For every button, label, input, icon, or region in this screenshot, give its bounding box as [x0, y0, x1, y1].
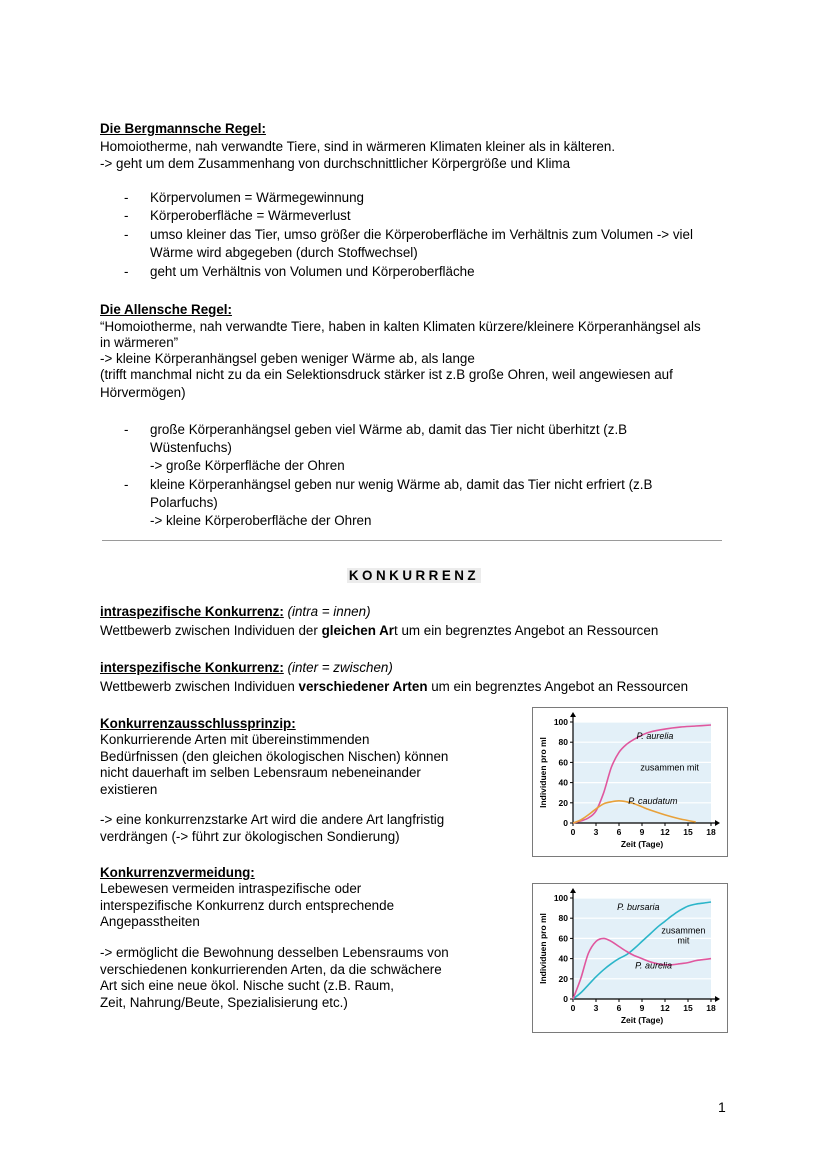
- y-tick-label: 20: [558, 973, 568, 984]
- x-axis-label: Zeit (Tage): [620, 1015, 664, 1025]
- y-tick-label: 100: [553, 717, 568, 727]
- page-number: 1: [718, 1099, 726, 1115]
- bergmann-definition: Homoiotherme, nah verwandte Tiere, sind in wärmeren Klimaten kleiner als in kälteren.: [100, 139, 616, 154]
- allen-line-4: (trifft manchmal nicht zu da ein Selektionsdruck stärker ist z.B große Ohren, weil angewiesen auf: [100, 367, 673, 382]
- bergmann-title: Die Bergmannsche Regel:: [100, 121, 266, 136]
- y-axis-label: Individuen pro ml: [538, 913, 548, 984]
- y-tick-label: 40: [558, 953, 568, 964]
- annotation-label: zusammen: [661, 925, 706, 936]
- x-tick-label: 12: [660, 827, 670, 837]
- intra-heading: intraspezifische Konkurrenz: (intra = innen): [100, 604, 371, 619]
- plot-area: [573, 898, 711, 999]
- bergmann-explanation: -> geht um dem Zusammenhang von durchschnittlicher Körpergröße und Klima: [100, 156, 571, 171]
- y-axis-arrow: [570, 712, 576, 717]
- y-tick-label: 0: [563, 994, 568, 1004]
- y-tick-label: 60: [558, 933, 568, 944]
- y-axis-label: Individuen pro ml: [538, 737, 548, 808]
- x-tick-label: 9: [639, 1003, 645, 1013]
- x-axis-arrow: [715, 820, 720, 826]
- kv-consequence: -> ermöglicht die Bewohnung desselben Lebensraums von verschiedenen konkurrierenden Arten, da die schwächere Art sich eine neue ökol. Nische sucht (z.B. Raum, Zeit, Nahrung/Beute, Spezialisierung etc.): [100, 945, 449, 1010]
- allen-line-5: Hörvermögen): [100, 385, 186, 400]
- x-tick-label: 6: [616, 1003, 622, 1013]
- allen-quote-1: “Homoiotherme, nah verwandte Tiere, haben in kalten Klimaten kürzere/kleinere Körperanhängsel als: [100, 319, 701, 334]
- x-tick-label: 9: [639, 827, 645, 837]
- kap-consequence: -> eine konkurrenzstarke Art wird die andere Art langfristig verdrängen (-> führt zur ökologischen Sondierung): [100, 812, 445, 844]
- y-tick-label: 60: [558, 757, 568, 768]
- chart-svg: [533, 884, 727, 1032]
- x-tick-label: 15: [683, 1003, 693, 1013]
- series-label: P. caudatum: [628, 795, 678, 806]
- y-tick-label: 80: [558, 913, 568, 924]
- series-label: P. bursaria: [617, 902, 660, 913]
- x-tick-label: 3: [593, 1003, 599, 1013]
- horizontal-divider: [102, 540, 722, 541]
- series-label: P. aurelia: [636, 731, 674, 742]
- y-tick-label: 0: [563, 818, 568, 828]
- annotation-label: mit: [677, 935, 690, 946]
- kap-title: Konkurrenzausschlussprinzip:: [100, 716, 296, 731]
- inter-heading: interspezifische Konkurrenz: (inter = zwischen): [100, 660, 393, 675]
- x-tick-label: 3: [593, 827, 599, 837]
- allen-title: Die Allensche Regel:: [100, 302, 232, 317]
- chart-bursaria-aurelia: [532, 883, 728, 1033]
- allen-line-3: -> kleine Körperanhängsel geben weniger Wärme ab, als lange: [100, 351, 475, 366]
- x-tick-label: 0: [570, 827, 576, 837]
- x-tick-label: 18: [706, 827, 716, 837]
- annotation-label: zusammen mit: [640, 762, 699, 773]
- y-tick-label: 20: [558, 797, 568, 808]
- x-tick-label: 12: [660, 1003, 670, 1013]
- y-tick-label: 40: [558, 777, 568, 788]
- series-label: P. aurelia: [635, 960, 672, 971]
- inter-definition: Wettbewerb zwischen Individuen verschiedener Arten um ein begrenztes Angebot an Ressourcen: [100, 679, 689, 694]
- kap-text: Konkurrierende Arten mit übereinstimmenden Bedürfnissen (den gleichen ökologischen Nischen) können nicht dauerhaft im selben Lebensraum nebeneinander existieren: [100, 732, 449, 797]
- chart-svg: [533, 708, 727, 856]
- intra-definition: Wettbewerb zwischen Individuen der gleichen Art um ein begrenztes Angebot an Ressourcen: [100, 623, 659, 638]
- x-axis-label: Zeit (Tage): [620, 839, 664, 849]
- kv-text: Lebewesen vermeiden intraspezifische oder interspezifische Konkurrenz durch entsprechende Angepasstheiten: [100, 881, 395, 929]
- x-tick-label: 0: [570, 1003, 576, 1013]
- x-tick-label: 15: [683, 827, 693, 837]
- y-tick-label: 100: [553, 893, 568, 903]
- chart-aurelia-caudatum: [532, 707, 728, 857]
- y-axis-arrow: [570, 888, 576, 893]
- x-tick-label: 6: [616, 827, 622, 837]
- allen-quote-2: in wärmeren”: [100, 335, 179, 350]
- x-tick-label: 18: [706, 1003, 716, 1013]
- kv-title: Konkurrenzvermeidung:: [100, 865, 255, 880]
- y-tick-label: 80: [558, 737, 568, 748]
- x-axis-arrow: [715, 996, 720, 1002]
- konkurrenz-heading: KONKURRENZ: [348, 568, 480, 583]
